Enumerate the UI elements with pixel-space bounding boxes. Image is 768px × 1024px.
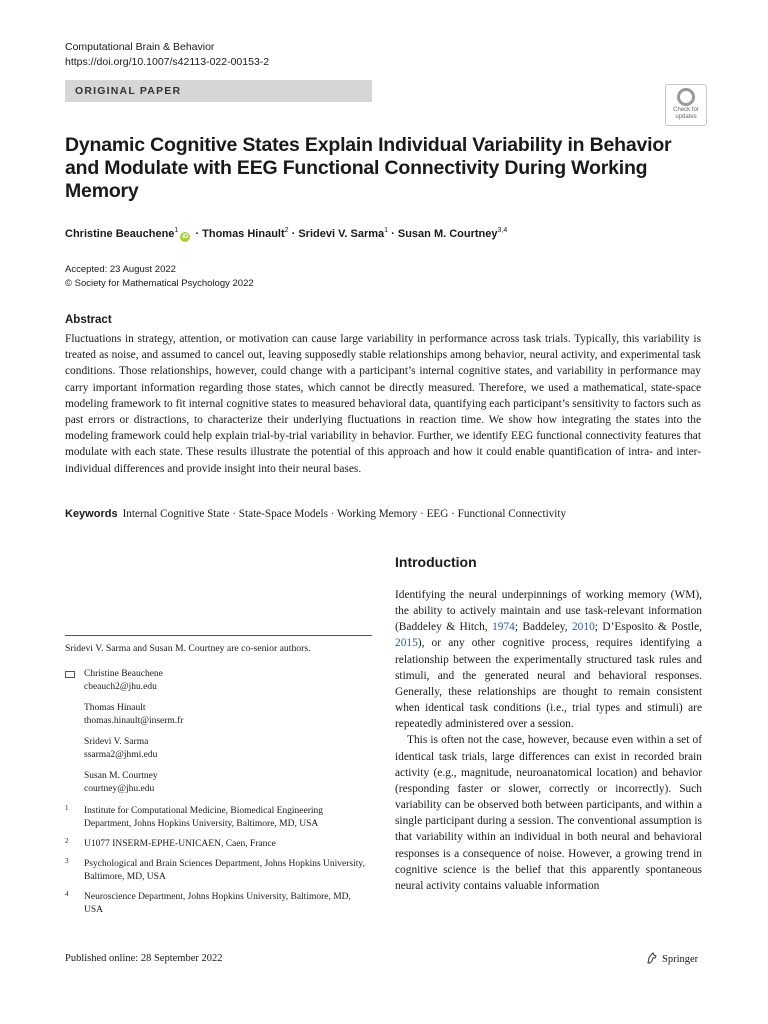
- introduction-body: [395, 587, 702, 894]
- paper-title: Dynamic Cognitive States Explain Individual Variability in Behavior and Modulate with EEG Functional Connectivity During Working Memory: [65, 134, 672, 202]
- envelope-icon: [65, 671, 75, 678]
- contact-email[interactable]: courtney@jhu.edu: [84, 784, 155, 794]
- article-type-label: ORIGINAL PAPER: [75, 85, 182, 97]
- author-separator: ·: [195, 228, 200, 240]
- author-affiliation-sup: 1: [174, 227, 179, 234]
- publisher-name: Springer: [662, 954, 699, 965]
- introduction-heading: Introduction: [395, 554, 477, 570]
- citation-link[interactable]: 1974: [492, 621, 515, 634]
- author-name: Susan M. Courtney: [397, 228, 498, 240]
- crossmark-line1: Check for: [673, 107, 699, 113]
- intro-text-segment: ; D’Esposito & Postle,: [594, 621, 702, 634]
- affiliation-entry: [65, 805, 372, 831]
- contact-entry: [84, 702, 184, 728]
- keywords-list: Internal Cognitive State · State-Space Models · Working Memory · EEG · Functional Connectivity: [122, 508, 567, 520]
- published-online-date: Published online: 28 September 2022: [65, 953, 223, 964]
- contact-entry: [84, 736, 184, 762]
- springer-horse-icon: [646, 952, 658, 964]
- contact-entry: [84, 668, 184, 694]
- abstract-heading: Abstract: [65, 314, 112, 326]
- contact-name: Thomas Hinault: [84, 703, 146, 713]
- affiliation-number: 2: [65, 837, 69, 845]
- author-affiliation-sup: 1: [384, 227, 389, 234]
- article-type-bar: [65, 80, 372, 102]
- affiliation-number: 1: [65, 804, 69, 812]
- affiliation-text: Institute for Computational Medicine, Biomedical Engineering Department, Johns Hopkins University, Baltimore, MD, USA: [84, 806, 324, 829]
- citation-link[interactable]: 2010: [571, 621, 595, 634]
- crossmark-icon: [677, 88, 695, 106]
- accepted-date: Accepted: 23 August 2022: [65, 264, 176, 275]
- contact-entry: [84, 770, 184, 796]
- affiliation-entry: [65, 891, 372, 917]
- affiliation-number: 4: [65, 890, 69, 898]
- contact-email[interactable]: cbeauch2@jhu.edu: [84, 682, 157, 692]
- intro-paragraph: [395, 587, 702, 732]
- intro-text-segment: Identifying the neural underpinnings of working memory (WM), the ability to actively maintain and use task-relevant information (Baddeley & Hitch,: [395, 589, 702, 634]
- contact-email[interactable]: thomas.hinault@inserm.fr: [84, 716, 184, 726]
- author-separator: ·: [291, 228, 296, 240]
- affiliation-entry: [65, 838, 372, 851]
- journal-name: Computational Brain & Behavior: [65, 41, 215, 53]
- author-separator: ·: [391, 228, 395, 240]
- footnote-divider: [65, 635, 372, 636]
- author-name: Thomas Hinault: [202, 228, 285, 240]
- author-affiliation-sup: 3,4: [497, 227, 508, 234]
- keywords: [65, 508, 566, 520]
- copyright-line: © Society for Mathematical Psychology 2022: [65, 278, 254, 289]
- affiliation-entry: [65, 858, 372, 884]
- affiliation-text: U1077 INSERM-EPHE-UNICAEN, Caen, France: [84, 839, 276, 849]
- co-senior-note: Sridevi V. Sarma and Susan M. Courtney are co-senior authors.: [65, 643, 311, 654]
- contact-name: Susan M. Courtney: [84, 771, 158, 781]
- affiliation-text: Neuroscience Department, Johns Hopkins University, Baltimore, MD, USA: [84, 892, 351, 915]
- intro-text-segment: ; Baddeley,: [514, 621, 572, 634]
- check-for-updates-badge[interactable]: [665, 84, 707, 126]
- intro-paragraph: This is often not the case, however, because even within a set of identical task trials, large differences can exist in recorded brain activity (e.g., magnitude, neuroanatomical location) and behavior (responding faster or slower, correctly or incorrectly). Such variability can be observed both between participants, and within a single participant during a session. The conventional assumption is that variability within an individual in both neural and behavioral responses is a consequence of noise. However, a growing trend in cognitive science is the belief that this apparently spontaneous neural activity contains valuable information: [395, 734, 702, 892]
- author-list: [65, 227, 507, 242]
- doi-link[interactable]: https://doi.org/10.1007/s42113-022-00153-2: [65, 56, 270, 68]
- author-name: Christine Beauchene: [65, 228, 175, 240]
- contact-email[interactable]: ssarma2@jhmi.edu: [84, 750, 158, 760]
- contact-name: Christine Beauchene: [84, 669, 163, 679]
- affiliations: [65, 805, 372, 924]
- keywords-label: Keywords: [65, 508, 118, 520]
- intro-text-segment: ), or any other cognitive process, requires identifying a relationship between the experimentally structured task rules and stimuli, and the generated neural and behavioral responses. Generally, these relationships are thought to remain consistent when identical task conditions (i.e., trial types and stimuli) are repeatedly administered over a session.: [395, 637, 702, 731]
- author-name: Sridevi V. Sarma: [298, 228, 385, 240]
- orcid-icon[interactable]: iD: [182, 234, 189, 240]
- crossmark-line2: updates: [675, 113, 697, 120]
- author-affiliation-sup: 2: [284, 227, 289, 234]
- abstract-text: Fluctuations in strategy, attention, or motivation can cause large variability in performance across task trials. Typically, this variability is treated as noise, and assumed to cancel out, leaving supposedly stable relationships among behavior, neural activity, and experimental task conditions. Those relationships, however, could change with a participant’s internal cognitive states, and variability in performance may carry important information regarding those states, which cannot be directly measured. Therefore, we used a mathematical, state-space modeling framework to fit internal cognitive states to measured behavioral data, quantifying each participant’s sensitivity to factors such as past errors or distractions, to characterize their underlying fluctuations in reaction time. We show how integrating the states into the modeling framework could help explain trial-by-trial variability in behavior. Further, we identify EEG functional connectivity features that modulate with each state. These results illustrate the potential of this approach and how it could enable quantification of intra- and inter-individual differences and provide insight into their neural bases.: [65, 333, 701, 475]
- affiliation-text: Psychological and Brain Sciences Department, Johns Hopkins University, Baltimore, MD, USA: [84, 859, 365, 882]
- journal-header: [65, 40, 269, 70]
- publication-dates: [65, 263, 254, 291]
- affiliation-number: 3: [65, 857, 69, 865]
- corresponding-contacts: [84, 668, 184, 804]
- contact-name: Sridevi V. Sarma: [84, 737, 149, 747]
- citation-link[interactable]: 2015: [395, 637, 418, 650]
- publisher-logo: [646, 952, 698, 965]
